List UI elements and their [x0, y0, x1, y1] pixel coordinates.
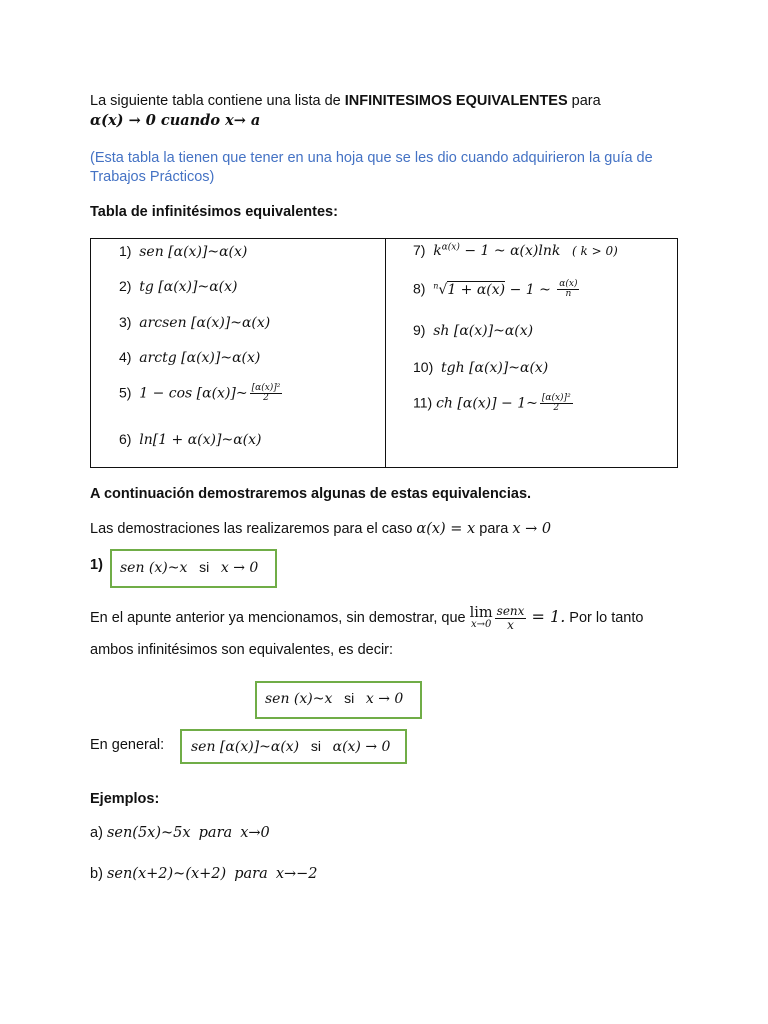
intro-bold-term: INFINITESIMOS EQUIVALENTES	[344, 93, 568, 109]
fraction: $\frac{\text{[α(x)]²}}{2}$	[251, 383, 281, 404]
example-a: a) sen(5x)~5x para x→0	[90, 825, 270, 841]
table-row-10: 10) tgh [α(x)]~α(x)	[413, 359, 549, 376]
intro-text: La siguiente tabla contiene una lista de	[90, 93, 345, 109]
item-1-box: sen (x)~x si x → 0	[110, 549, 277, 588]
table-title: Tabla de infinitésimos equivalentes:	[90, 204, 338, 220]
paragraph-line-1: En el apunte anterior ya mencionamos, sin demostrar, que lim x→0 $\frac{\text{senx}}{x}$ = 1. Por lo tanto	[90, 604, 644, 632]
general-label: En general:	[90, 737, 165, 753]
table-row-7: 7) $k^{\alpha(x)} - 1$ ~ α(x)lnk ( k > 0)	[413, 242, 618, 259]
fraction: $\frac{\alpha(x)}{n}$	[559, 279, 578, 300]
table-row-1: 1) sen [α(x)]~α(x)	[119, 243, 248, 260]
note-line-2: Trabajos Prácticos)	[90, 169, 215, 185]
equivalences-table	[90, 238, 678, 468]
fraction: $\frac{\text{[α(x)]²}}{2}$	[541, 393, 571, 414]
intro-line-1	[90, 93, 601, 109]
table-row-11: 11) ch [α(x)] − 1~ $\frac{\text{[α(x)]²}}{2}$	[413, 393, 571, 414]
section-title: A continuación demostraremos algunas de estas equivalencias.	[90, 486, 532, 502]
note-line-1: (Esta tabla la tienen que tener en una hoja que se les dio cuando adquirieron la guía de	[90, 150, 653, 166]
table-row-4: 4) arctg [α(x)]~α(x)	[119, 349, 261, 366]
table-row-2: 2) tg [α(x)]~α(x)	[119, 278, 238, 295]
examples-title: Ejemplos:	[90, 791, 160, 807]
intro-suffix: para	[567, 93, 601, 109]
table-row-8: 8) $^n$√1 + α(x) − 1 ~ $\frac{\alpha(x)}{n}$	[413, 279, 578, 300]
table-row-3: 3) arcsen [α(x)]~α(x)	[119, 314, 271, 331]
demo-line: Las demostraciones las realizaremos para el caso α(x) = x para x → 0	[90, 521, 552, 537]
general-equivalence-box: sen [α(x)]~α(x) si α(x) → 0	[180, 729, 407, 764]
paragraph-line-2: ambos infinitésimos son equivalentes, es decir:	[90, 642, 394, 658]
item-1-label: 1)	[90, 557, 103, 573]
centered-equivalence-box: sen (x)~x si x → 0	[255, 681, 422, 719]
intro-line-2: α(x) → 0 cuando x→ a	[90, 112, 261, 129]
table-row-5: 5) 1 − cos [α(x)]~ $\frac{\text{[α(x)]²}}{2}$	[119, 383, 281, 404]
example-b: b) sen(x+2)~(x+2) para x→−2	[90, 866, 318, 882]
table-row-6: 6) ln[1 + α(x)]~α(x)	[119, 431, 262, 448]
limit-expression: lim x→0	[469, 604, 493, 631]
table-row-9: 9) sh [α(x)]~α(x)	[413, 322, 534, 339]
table-divider	[385, 239, 386, 467]
